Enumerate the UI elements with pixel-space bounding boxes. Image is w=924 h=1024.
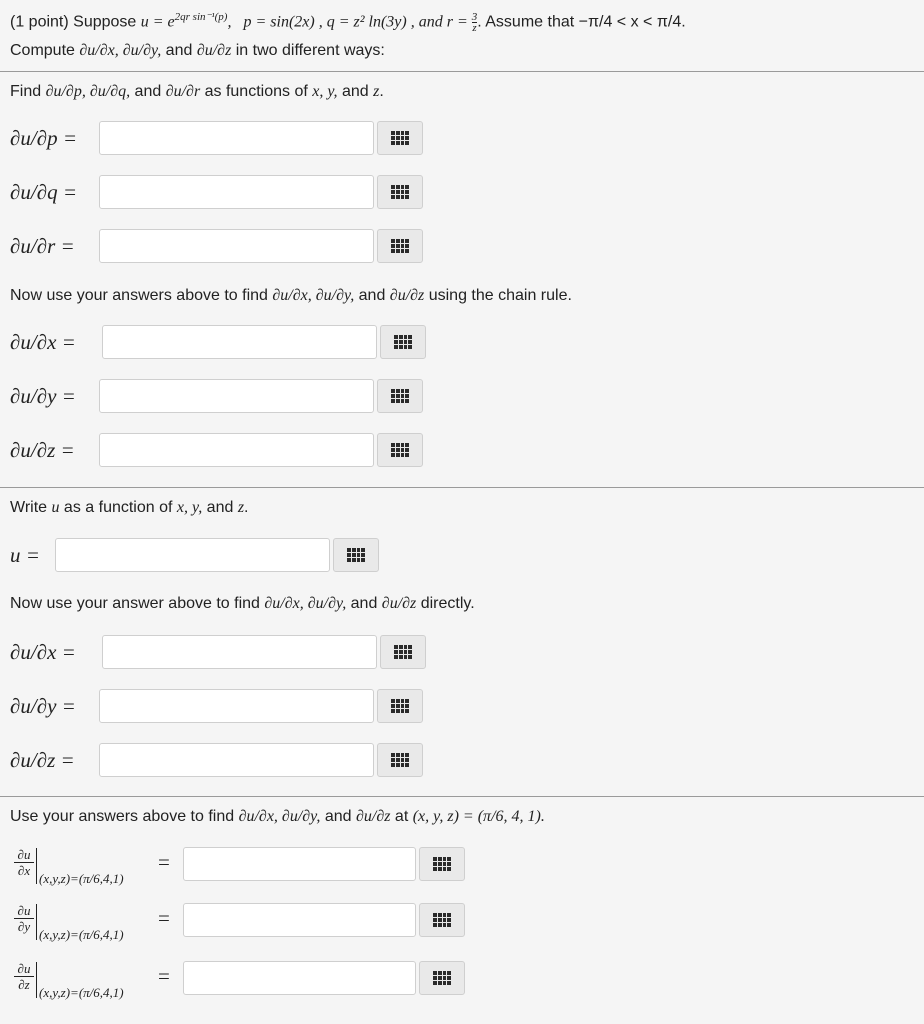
label-du-dp: ∂u/∂p = (10, 126, 78, 150)
answer-du-dz-at-point-field[interactable] (183, 961, 416, 995)
eval-label-du-dz: ∂u ∂z (x,y,z)=(π/6,4,1) (10, 962, 160, 1002)
grid-icon (394, 645, 412, 659)
grid-icon (433, 971, 451, 985)
eval-label-du-dy: ∂u ∂y (x,y,z)=(π/6,4,1) (10, 904, 160, 944)
section1-prompt: Find ∂u/∂p, ∂u/∂q, and ∂u/∂r as functions of x, y, and z. (10, 83, 384, 100)
divider (0, 796, 924, 797)
section3-prompt: Write u as a function of x, y, and z. (10, 499, 249, 516)
label-du-dz-direct: ∂u/∂z = (10, 748, 75, 772)
matrix-button[interactable] (419, 961, 465, 995)
answer-du-dz-at-point-input[interactable] (184, 962, 415, 994)
answer-du-dz-direct-input[interactable] (100, 744, 373, 776)
answer-du-dz-chain-input[interactable] (100, 434, 373, 466)
matrix-button[interactable] (380, 635, 426, 669)
label-du-dy-chain: ∂u/∂y = (10, 384, 76, 408)
problem-instructions: Compute ∂u/∂x, ∂u/∂y, and ∂u/∂z in two different ways: (10, 42, 385, 59)
grid-icon (391, 443, 409, 457)
section5-prompt: Use your answers above to find ∂u/∂x, ∂u/∂y, and ∂u/∂z at (x, y, z) = (π/6, 4, 1). (10, 808, 545, 825)
label-du-dq: ∂u/∂q = (10, 180, 78, 204)
answer-u-input[interactable] (56, 539, 329, 571)
answer-du-dx-at-point-input[interactable] (184, 848, 415, 880)
answer-u-field[interactable] (55, 538, 330, 572)
grid-icon (391, 753, 409, 767)
grid-icon (391, 185, 409, 199)
grid-icon (394, 335, 412, 349)
label-du-dy-direct: ∂u/∂y = (10, 694, 76, 718)
answer-du-dy-direct-field[interactable] (99, 689, 374, 723)
answer-du-dp-input[interactable] (100, 122, 373, 154)
grid-icon (433, 857, 451, 871)
problem-statement: (1 point) Suppose $u = e^{2qr sin^{-1}(p)}$, p = sin(2x) , q = z² ln(3y) , and r = $\frac{3}{z}$ . Assume that −π/4 < x < π/4. (10, 10, 686, 34)
grid-icon (391, 131, 409, 145)
label-u: u = (10, 543, 40, 567)
label-du-dx-chain: ∂u/∂x = (10, 330, 76, 354)
answer-du-dz-direct-field[interactable] (99, 743, 374, 777)
matrix-button[interactable] (380, 325, 426, 359)
answer-du-dr-field[interactable] (99, 229, 374, 263)
answer-du-dy-chain-field[interactable] (99, 379, 374, 413)
answer-du-dy-at-point-input[interactable] (184, 904, 415, 936)
matrix-button[interactable] (377, 379, 423, 413)
matrix-button[interactable] (419, 903, 465, 937)
answer-du-dy-chain-input[interactable] (100, 380, 373, 412)
matrix-button[interactable] (377, 433, 423, 467)
grid-icon (433, 913, 451, 927)
matrix-button[interactable] (377, 743, 423, 777)
answer-du-dx-chain-input[interactable] (103, 326, 376, 358)
grid-icon (391, 389, 409, 403)
answer-du-dp-field[interactable] (99, 121, 374, 155)
eval-label-du-dx: ∂u ∂x (x,y,z)=(π/6,4,1) (10, 848, 160, 888)
equals-sign: = (158, 906, 170, 930)
answer-du-dx-at-point-field[interactable] (183, 847, 416, 881)
matrix-button[interactable] (377, 121, 423, 155)
answer-du-dz-chain-field[interactable] (99, 433, 374, 467)
answer-du-dx-chain-field[interactable] (102, 325, 377, 359)
divider (0, 487, 924, 488)
matrix-button[interactable] (377, 175, 423, 209)
answer-du-dy-at-point-field[interactable] (183, 903, 416, 937)
equals-sign: = (158, 964, 170, 988)
answer-du-dq-input[interactable] (100, 176, 373, 208)
answer-du-dy-direct-input[interactable] (100, 690, 373, 722)
section4-prompt: Now use your answer above to find ∂u/∂x, ∂u/∂y, and ∂u/∂z directly. (10, 595, 475, 612)
answer-du-dx-direct-field[interactable] (102, 635, 377, 669)
answer-du-dr-input[interactable] (100, 230, 373, 262)
label-du-dr: ∂u/∂r = (10, 234, 75, 258)
divider (0, 71, 924, 72)
label-du-dx-direct: ∂u/∂x = (10, 640, 76, 664)
label-du-dz-chain: ∂u/∂z = (10, 438, 75, 462)
grid-icon (347, 548, 365, 562)
section2-prompt: Now use your answers above to find ∂u/∂x, ∂u/∂y, and ∂u/∂z using the chain rule. (10, 287, 572, 304)
equals-sign: = (158, 850, 170, 874)
grid-icon (391, 239, 409, 253)
answer-du-dq-field[interactable] (99, 175, 374, 209)
matrix-button[interactable] (377, 689, 423, 723)
matrix-button[interactable] (333, 538, 379, 572)
matrix-button[interactable] (419, 847, 465, 881)
grid-icon (391, 699, 409, 713)
answer-du-dx-direct-input[interactable] (103, 636, 376, 668)
matrix-button[interactable] (377, 229, 423, 263)
